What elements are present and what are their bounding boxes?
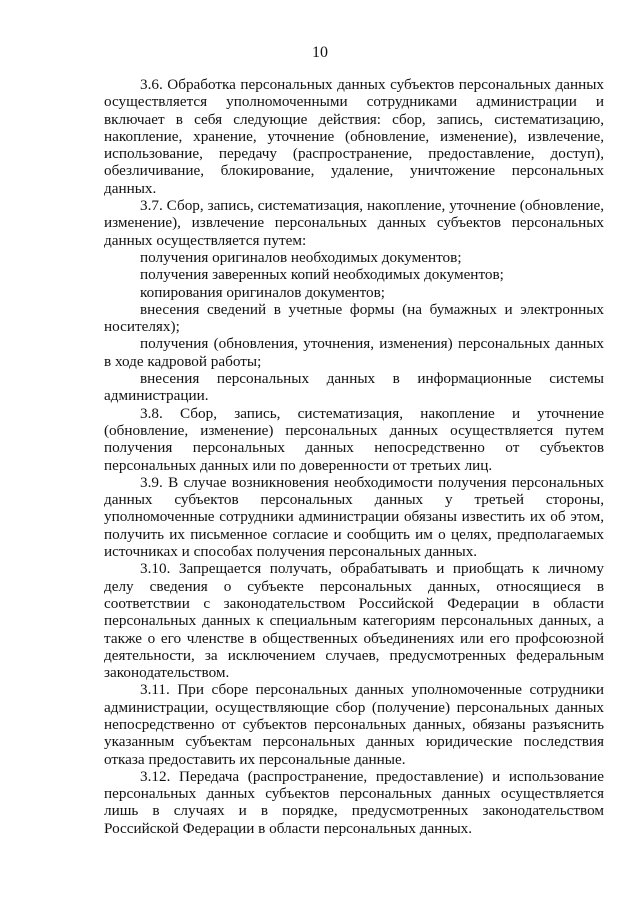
paragraph-3-8: 3.8. Сбор, запись, систематизация, накопление и уточнение (обновление, изменение) персональных данных осуществляется путем получения персональных данных непосредственно от субъектов персональных данных или по доверенности от третьих лиц. — [104, 404, 604, 474]
paragraph-3-10: 3.10. Запрещается получать, обрабатывать и приобщать к личному делу сведения о субъекте персональных данных, относящиеся в соответствии с законодательством Российской Федерации в области персональных данных к специальным категориям персональных данных, а также о его членстве в общественных объединениях или его профсоюзной деятельности, за исключением случаев, предусмотренных федеральным законодательством. — [104, 560, 604, 682]
paragraph-3-6: 3.6. Обработка персональных данных субъектов персональных данных осуществляется уполномоченными сотрудниками администрации и включает в себя следующие действия: сбор, запись, систематизацию, накопление, хранение, уточнение (обновление, изменение), извлечение, использование, передачу (распространение, предоставление, доступ), обезличивание, блокирование, удаление, уничтожение персональных данных. — [104, 76, 604, 197]
list-item: внесения персональных данных в информационные системы администрации. — [104, 370, 604, 405]
paragraph-3-9: 3.9. В случае возникновения необходимости получения персональных данных субъектов персональных данных у третьей стороны, уполномоченные сотрудники администрации обязаны известить их об этом, получить их письменное согласие и сообщить им о целях, предполагаемых источниках и способах получения персональных данных. — [104, 473, 604, 561]
list-item: получения (обновления, уточнения, изменения) персональных данных в ходе кадровой работы; — [104, 335, 604, 370]
paragraph-3-7: 3.7. Сбор, запись, систематизация, накопление, уточнение (обновление, изменение), извлечение персональных данных субъектов персональных данных осуществляется путем: — [104, 197, 604, 249]
list-item: получения оригиналов необходимых документов; — [140, 248, 462, 266]
list-item: копирования оригиналов документов; — [140, 283, 385, 301]
paragraph-3-12: 3.12. Передача (распространение, предоставление) и использование персональных данных субъектов персональных данных осуществляется лишь в случаях и в порядке, предусмотренных законодательством Российской Федерации в области персональных данных. — [104, 767, 604, 837]
list-item: получения заверенных копий необходимых документов; — [140, 266, 504, 284]
paragraph-3-11: 3.11. При сборе персональных данных уполномоченные сотрудники администрации, осуществляющие сбор (получение) персональных данных непосредственно от субъектов персональных данных, обязаны разъяснить указанным субъектам персональных данных юридические последствия отказа предоставить их персональные данные. — [104, 681, 604, 768]
page-number: 10 — [312, 44, 328, 61]
document-body — [104, 76, 604, 837]
list-item: внесения сведений в учетные формы (на бумажных и электронных носителях); — [104, 300, 604, 336]
